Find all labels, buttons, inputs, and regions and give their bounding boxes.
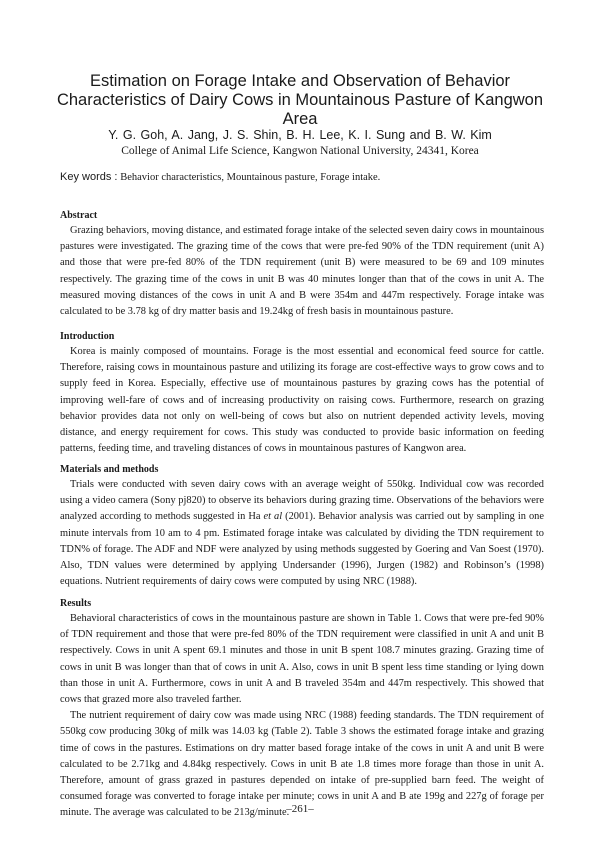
abstract-text: Grazing behaviors, moving distance, and estimated forage intake of the selected seven dairy cows in mountainous pastures were investigated. The grazing time of the cows that were pre-fed 90% of the TDN requirement (unit A) and those that were pre-fed 80% of the TDN requirement (unit B) were measured to be 69 and 109 minutes respectively. The grazing time of the cows in unit B was 40 minutes longer than that of the cows in unit A. The measured moving distances of the cows in unit A and B were 354m and 447m respectively. Forage intake was calculated to be 3.78 kg of dry matter basis and 19.24kg of fresh basis in mountainous pasture. (60, 225, 544, 318)
page-number: –261– (286, 803, 314, 815)
keywords-line (60, 170, 560, 185)
abstract-heading: Abstract (60, 210, 98, 221)
methods-et-al: et al (263, 511, 283, 523)
abstract-section (60, 209, 544, 320)
methods-text-part-2: (2001). Behavior analysis was carried out by sampling in one minute intervals from 10 am to 4 pm. Estimated forage intake was calculated by dividing the TDN requirement to TDN% of forage. The ADF and NDF were analyzed by using methods suggested by Goering and Van Soest (1970). Also, TDN values were determined by applying Undersander (1996), Jurgen (1982) and Robinson’s (1998) equations. Nutrient requirements of dairy cows were computed by using NRC (1988). (60, 511, 544, 588)
results-paragraph-2: The nutrient requirement of dairy cow was made using NRC (1988) feeding standards. The TDN requirement of 550kg cow producing 30kg of milk was 14.03 kg (Table 2). Table 3 shows the estimated forage intake and grazing time of cows in the pastures. Estimations on dry matter based forage intake of the cows in unit A and unit B were calculated to be 2.71kg and 4.84kg respectively. Cows in unit B ate 1.8 times more forage than those in unit A. Therefore, amount of grass grazed in pastures depended on intake of pre-supplied barn feed. The weight of consumed forage was converted to forage intake per minute; cows in unit A and B ate 199g and 227g of forage per minute. The average was calculated to be 213g/minute. (60, 710, 544, 819)
author-list: Y. G. Goh, A. Jang, J. S. Shin, B. H. Lee, K. I. Sung and B. W. Kim (108, 128, 492, 142)
results-paragraph-1: Behavioral characteristics of cows in the mountainous pasture are shown in Table 1. Cows that were pre-fed 90% of TDN requirement and those that were pre-fed 80% of the TDN requirement were classified in unit A and unit B respectively. Cows in unit A spent 69.1 minutes and those in unit B spent 108.7 minutes grazing. Grazing time of cows in unit B was longer than that of cows in unit A. Also, cows in unit B spent less time standing or lying down than those in unit A. Furthermore, cows in unit A and B traveled 354m and 447m respectively. This showed that cows that grazed more also traveled farther. (60, 613, 544, 706)
methods-text-part-1: Trials were conducted with seven dairy cows with an average weight of 550kg. Individual cow was recorded using a video camera (Sony pj820) to observe its behaviors during grazing time. Observations of the behaviors were analyzed according to methods suggested in Ha (60, 479, 544, 523)
introduction-heading: Introduction (60, 331, 115, 342)
keywords-text: Behavior characteristics, Mountainous pasture, Forage intake. (120, 172, 381, 183)
results-heading: Results (60, 598, 92, 609)
affiliation: College of Animal Life Science, Kangwon National University, 24341, Korea (121, 145, 479, 157)
introduction-section (60, 330, 544, 457)
methods-heading: Materials and methods (60, 464, 159, 475)
methods-text (60, 477, 544, 590)
keywords-label: Key words : (60, 171, 118, 183)
paper-title: Estimation on Forage Intake and Observation of Behavior Characteristics of Dairy Cows in Mountainous Pasture of Kangwon Area (56, 72, 544, 128)
methods-section (60, 463, 544, 590)
introduction-text: Korea is mainly composed of mountains. Forage is the most essential and economical feed source for cattle. Therefore, raising cows in mountainous pasture and utilizing its forage are cost-effective ways to grow cows and to supply feed in Korea. Especially, effective use of mountainous pastures by grazing cows has the potential of improving well-fare of cows and of increasing productivity on raising cows. Furthermore, research on grazing behavior provides data not only on well-being of cows but also on nutrient depended activity levels, moving distance, and energy requirement for cows. This study was conducted to provide basic information on feeding patterns, feeding time, and traveling distances of cows in mountainous pastures of Kangwon area. (60, 346, 544, 455)
results-section (60, 597, 544, 822)
